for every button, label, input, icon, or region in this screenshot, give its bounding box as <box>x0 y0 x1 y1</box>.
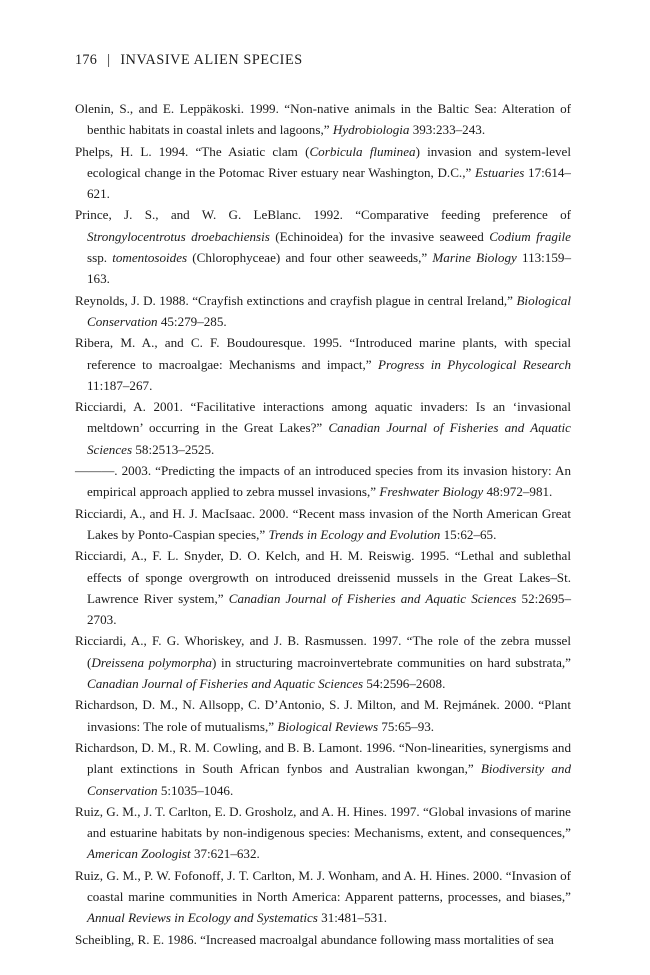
reference-entry <box>75 141 571 205</box>
reference-entry <box>75 503 571 546</box>
reference-text: 37:621–632. <box>190 846 260 862</box>
reference-text: 52:2695–2703. <box>87 590 571 628</box>
reference-italic-text: Marine Biology <box>432 250 517 266</box>
reference-text: 113:159–163. <box>87 250 571 287</box>
reference-entry <box>75 630 571 694</box>
reference-entry <box>75 98 571 141</box>
reference-italic-text: Biological Reviews <box>277 718 379 734</box>
reference-text: Ruiz, G. M., P. W. Fofonoff, J. T. Carlton, M. J. Wonham, and A. H. Hines. 2000. “Invasion of coastal marine communities in North America: Apparent patterns, processes, and biases,” <box>75 867 571 904</box>
reference-italic-text: Freshwater Biology <box>379 484 484 500</box>
reference-text: Ruiz, G. M., J. T. Carlton, E. D. Grosholz, and A. H. Hines. 1997. “Global invasions of marine and estuarine habitats by non-indigenous species: Mechanisms, extent, and consequences,” <box>75 803 571 841</box>
reference-italic-text: Progress in Phycological Research <box>378 356 571 372</box>
reference-text: 11:187–267. <box>87 377 153 393</box>
reference-text: Prince, J. S., and W. G. LeBlanc. 1992. “Comparative feeding preference of <box>75 207 571 223</box>
reference-text: (Chlorophyceae) and four other seaweeds,” <box>187 250 433 266</box>
reference-text: ) in structuring macroinvertebrate communities on hard substrata,” <box>211 654 571 670</box>
reference-entry <box>75 460 571 503</box>
reference-entry <box>75 396 571 460</box>
reference-text: 393:233–243. <box>409 122 486 138</box>
reference-entry <box>75 545 571 630</box>
reference-italic-text: Biological Conservation <box>87 292 571 329</box>
reference-entry <box>75 865 571 929</box>
reference-text: Ricciardi, A. 2001. “Facilitative interactions among aquatic invaders: Is an ‘invasional meltdown’ occurring in the Great Lakes?” <box>75 399 571 436</box>
reference-entry <box>75 929 571 950</box>
reference-text: 58:2513–2525. <box>132 441 215 457</box>
reference-text: 17:614–621. <box>87 164 571 202</box>
reference-entry <box>75 204 571 289</box>
reference-text: Reynolds, J. D. 1988. “Crayfish extinctions and crayfish plague in central Ireland,” <box>75 292 517 308</box>
reference-italic-text: Canadian Journal of Fisheries and Aquatic Sciences <box>87 676 364 692</box>
reference-text: ssp. <box>87 250 113 266</box>
reference-text: 75:65–93. <box>378 718 435 734</box>
reference-text: Ricciardi, A., F. L. Snyder, D. O. Kelch, and H. M. Reiswig. 1995. “Lethal and sublethal effects of sponge overgrowth on introduced dreissenid mussels in the Great Lakes–St. Lawrence River system,” <box>75 548 571 606</box>
reference-italic-text: Dreissena polymorpha <box>91 654 212 670</box>
reference-text: Olenin, S., and E. Leppäkoski. 1999. “Non-native animals in the Baltic Sea: Alteration of benthic habitats in coastal inlets and lagoons,” <box>75 101 571 138</box>
reference-italic-text: Canadian Journal of Fisheries and Aquatic Sciences <box>87 420 571 457</box>
reference-text: 48:972–981. <box>483 484 553 500</box>
reference-text: 15:62–65. <box>440 526 497 542</box>
page-number: 176 <box>75 52 98 68</box>
reference-entry <box>75 332 571 396</box>
reference-text: Ribera, M. A., and C. F. Boudouresque. 1995. “Introduced marine plants, with special reference to macroalgae: Mechanisms and impact,” <box>75 335 571 372</box>
reference-italic-text: Estuaries <box>474 164 525 180</box>
reference-text: ———. 2003. “Predicting the impacts of an introduced species from its invasion history: An empirical approach applied to zebra mussel invasions,” <box>75 463 571 500</box>
reference-text: Richardson, D. M., R. M. Cowling, and B. B. Lamont. 1996. “Non-linearities, synergisms and plant extinctions in South African fynbos and Australian kwongan,” <box>75 739 571 777</box>
reference-italic-text: Corbicula fluminea <box>309 143 416 159</box>
reference-text: 54:2596–2608. <box>363 676 446 692</box>
reference-text: 31:481–531. <box>317 910 388 926</box>
header-separator: | <box>107 52 111 68</box>
reference-italic-text: Biodiversity and Conservation <box>87 761 571 798</box>
reference-text: Ricciardi, A., F. G. Whoriskey, and J. B. Rasmussen. 1997. “The role of the zebra mussel ( <box>75 633 571 670</box>
reference-text: Richardson, D. M., N. Allsopp, C. D’Antonio, S. J. Milton, and M. Rejmánek. 2000. “Plant invasions: The role of mutualisms,” <box>75 697 571 734</box>
reference-entry <box>75 737 571 801</box>
reference-list <box>75 98 571 950</box>
reference-text: 45:279–285. <box>157 313 227 329</box>
reference-italic-text: Annual Reviews in Ecology and Systematics <box>87 910 318 926</box>
reference-italic-text: Codium fragile <box>489 228 571 244</box>
reference-text: (Echinoidea) for the invasive seaweed <box>269 228 490 244</box>
reference-italic-text: Trends in Ecology and Evolution <box>268 526 441 542</box>
reference-text: ) invasion and system-level ecological change in the Potomac River estuary near Washington, D.C.,” <box>87 143 572 180</box>
running-header <box>75 52 303 69</box>
reference-entry <box>75 290 571 333</box>
reference-italic-text: Canadian Journal of Fisheries and Aquatic Sciences <box>228 590 517 606</box>
reference-text: 5:1035–1046. <box>157 782 234 798</box>
reference-text: Scheibling, R. E. 1986. “Increased macroalgal abundance following mass mortalities of sea <box>75 931 554 947</box>
reference-entry <box>75 694 571 737</box>
reference-italic-text: Strongylocentrotus droebachiensis <box>87 228 270 244</box>
reference-entry <box>75 801 571 865</box>
reference-italic-text: Hydrobiologia <box>332 122 410 138</box>
running-title: INVASIVE ALIEN SPECIES <box>120 52 303 68</box>
reference-italic-text: tomentosoides <box>112 250 188 266</box>
reference-text: Ricciardi, A., and H. J. MacIsaac. 2000. “Recent mass invasion of the North American Great Lakes by Ponto-Caspian species,” <box>75 505 571 542</box>
reference-text: Phelps, H. L. 1994. “The Asiatic clam ( <box>75 143 310 159</box>
reference-italic-text: American Zoologist <box>87 846 191 862</box>
